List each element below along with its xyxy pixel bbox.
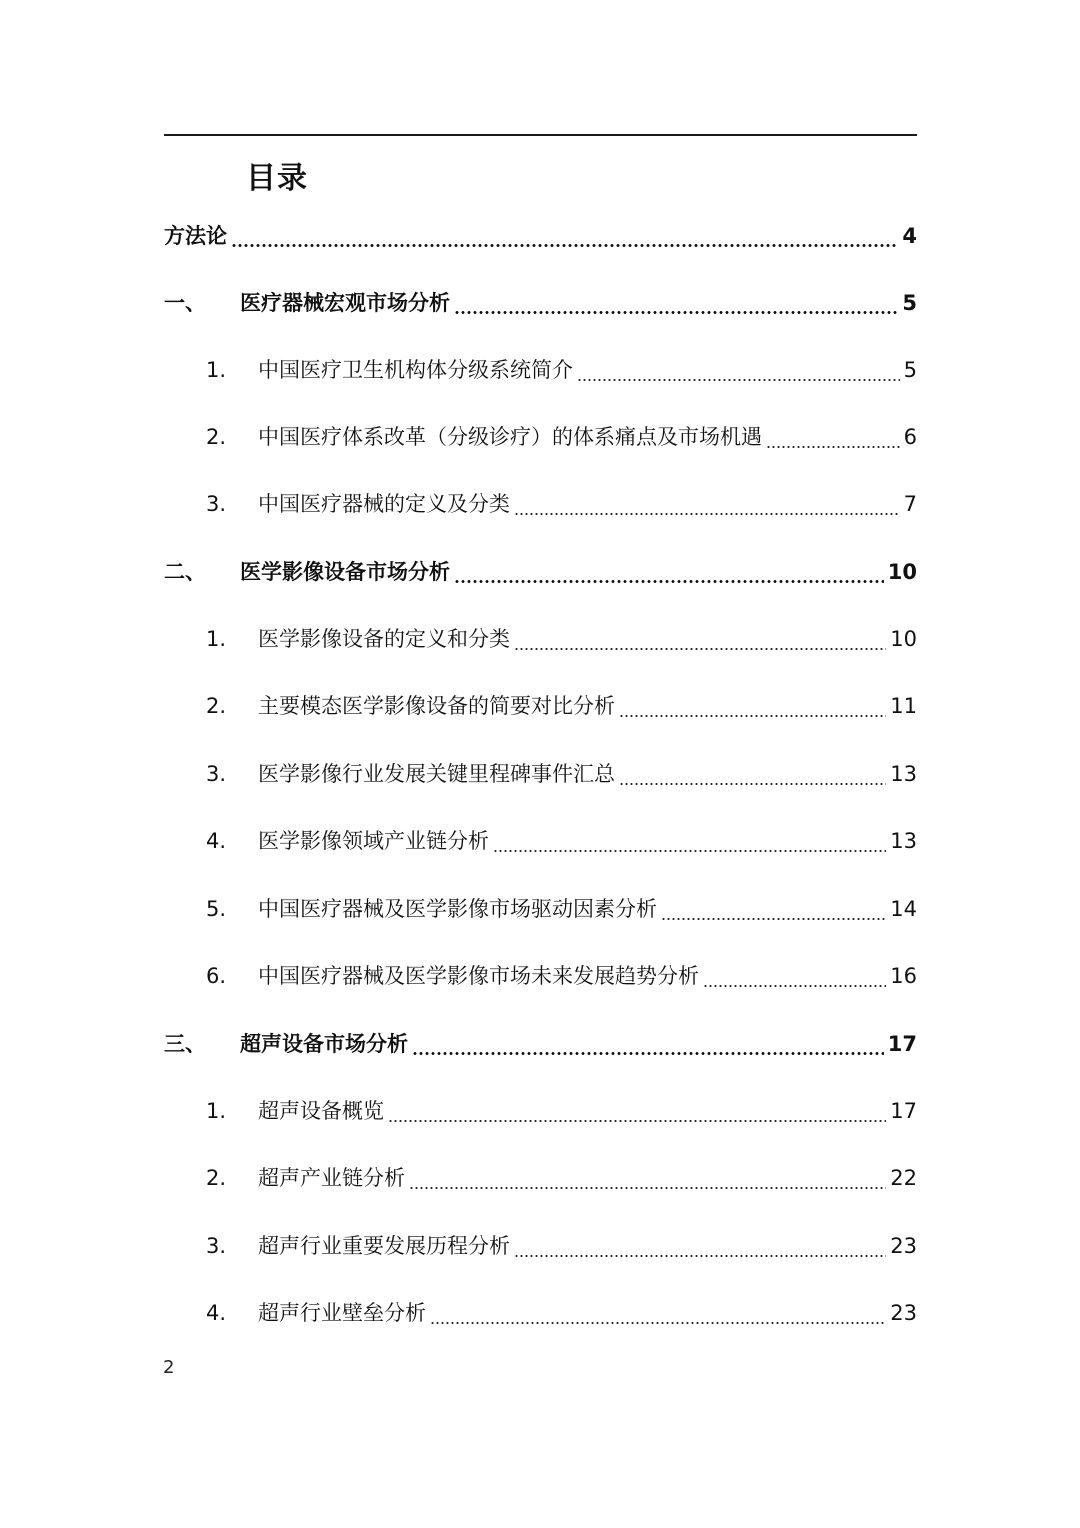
toc-entry-number: 1.: [206, 358, 227, 382]
toc-entry-chapter-2[interactable]: [164, 552, 917, 592]
dot-leader: [703, 956, 886, 996]
toc-entry-page: 5: [903, 358, 917, 382]
dot-leader: [388, 1091, 886, 1131]
toc-entry-text: 方法论: [164, 224, 227, 248]
toc-entry-text: 医学影像设备的定义和分类: [258, 627, 510, 651]
toc-entry-number: 2.: [206, 1166, 227, 1190]
toc-entry-number: 二、: [164, 560, 206, 584]
dot-leader: [454, 283, 898, 323]
toc-entry-text: 医学影像设备市场分析: [240, 560, 450, 584]
header-rule: [164, 134, 917, 136]
toc-entry-text: 超声设备市场分析: [240, 1032, 408, 1056]
dot-leader: [231, 216, 898, 256]
toc-entry-text: 医学影像领域产业链分析: [258, 829, 489, 853]
toc-entry-page: 17: [890, 1099, 917, 1123]
dot-leader: [619, 686, 886, 726]
toc-entry-number: 6.: [206, 964, 227, 988]
toc-entry-page: 16: [890, 964, 917, 988]
dot-leader: [661, 889, 886, 929]
toc-title: 目录: [246, 161, 308, 196]
toc-entry-number: 3.: [206, 762, 227, 786]
toc-entry-chapter-3[interactable]: [164, 1024, 917, 1064]
toc-entry-page: 7: [903, 492, 917, 516]
toc-entry[interactable]: [164, 350, 917, 390]
toc-entry-text: 中国医疗器械的定义及分类: [258, 492, 510, 516]
toc-entry[interactable]: [164, 1091, 917, 1131]
toc-entry-page: 22: [890, 1166, 917, 1190]
dot-leader: [577, 350, 900, 390]
toc-entry[interactable]: [164, 1158, 917, 1198]
toc-entry-page: 5: [902, 291, 917, 315]
toc-entry-page: 23: [890, 1301, 917, 1325]
toc-entry-page: 6: [903, 425, 917, 449]
toc-entry-number: 4.: [206, 1301, 227, 1325]
toc-entry[interactable]: [164, 754, 917, 794]
toc-entry-text: 超声设备概览: [258, 1099, 384, 1123]
toc-entry-page: 14: [890, 897, 917, 921]
toc-entry[interactable]: [164, 1293, 917, 1333]
toc-entry[interactable]: [164, 956, 917, 996]
toc-entry-text: 医学影像行业发展关键里程碑事件汇总: [258, 762, 615, 786]
toc-entry-text: 超声行业重要发展历程分析: [258, 1234, 510, 1258]
toc-entry[interactable]: [164, 1226, 917, 1266]
toc-entry-page: 11: [890, 694, 917, 718]
dot-leader: [514, 1226, 886, 1266]
toc-entry-number: 2.: [206, 694, 227, 718]
dot-leader: [409, 1158, 886, 1198]
toc-entry-number: 一、: [164, 291, 206, 315]
toc-entry-text: 中国医疗体系改革（分级诊疗）的体系痛点及市场机遇: [258, 425, 762, 449]
toc-entry-number: 4.: [206, 829, 227, 853]
toc-entry-text: 主要模态医学影像设备的简要对比分析: [258, 694, 615, 718]
toc-entry[interactable]: [164, 619, 917, 659]
toc-entry-page: 23: [890, 1234, 917, 1258]
toc-entry-number: 5.: [206, 897, 227, 921]
toc-entry-page: 4: [902, 224, 917, 248]
toc-entry[interactable]: [164, 686, 917, 726]
toc-entry-text: 中国医疗器械及医学影像市场未来发展趋势分析: [258, 964, 699, 988]
toc-entry[interactable]: [164, 821, 917, 861]
toc-entry-text: 超声行业壁垒分析: [258, 1301, 426, 1325]
toc-entry-methodology[interactable]: [164, 216, 917, 256]
dot-leader: [454, 552, 884, 592]
toc-entry-page: 13: [890, 762, 917, 786]
toc-entry-number: 3.: [206, 1234, 227, 1258]
toc-entry[interactable]: [164, 889, 917, 929]
toc-entry-page: 13: [890, 829, 917, 853]
toc-entry-page: 10: [887, 560, 917, 584]
dot-leader: [514, 619, 886, 659]
dot-leader: [430, 1293, 886, 1333]
toc-entry-number: 3.: [206, 492, 227, 516]
toc-entry-chapter-1[interactable]: [164, 283, 917, 323]
dot-leader: [412, 1024, 884, 1064]
toc-entry-number: 三、: [164, 1032, 206, 1056]
toc-entry-text: 超声产业链分析: [258, 1166, 405, 1190]
page-number: 2: [163, 1357, 175, 1378]
dot-leader: [493, 821, 886, 861]
toc-entry[interactable]: [164, 484, 917, 524]
toc-entry-text: 医疗器械宏观市场分析: [240, 291, 450, 315]
toc-entry[interactable]: [164, 417, 917, 457]
dot-leader: [619, 754, 886, 794]
toc-entry-number: 1.: [206, 1099, 227, 1123]
dot-leader: [514, 484, 900, 524]
toc-entry-page: 17: [887, 1032, 917, 1056]
toc-entry-text: 中国医疗卫生机构体分级系统简介: [258, 358, 573, 382]
toc-entry-page: 10: [890, 627, 917, 651]
toc-entry-number: 2.: [206, 425, 227, 449]
dot-leader: [766, 417, 900, 457]
toc-entry-number: 1.: [206, 627, 227, 651]
toc-entry-text: 中国医疗器械及医学影像市场驱动因素分析: [258, 897, 657, 921]
